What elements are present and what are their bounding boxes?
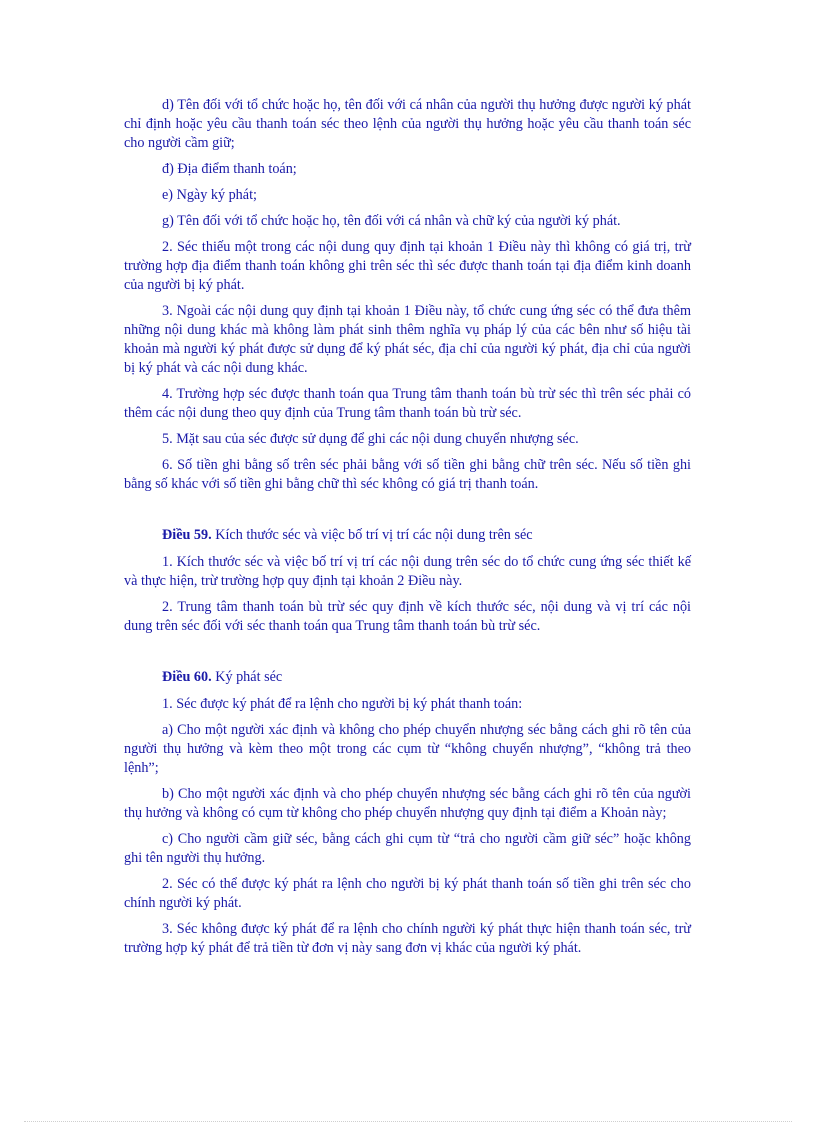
article-59-label: Điều 59. [162,527,212,543]
page-bottom-divider [24,1121,792,1122]
article-60-paragraph-a: a) Cho một người xác định và không cho phép chuyển nhượng séc bằng cách ghi rõ tên của người thụ hưởng và kèm theo một trong các cụm từ “không chuyển nhượng”, “không trả theo lệnh”; [124,722,691,776]
article-59-paragraph-1: 1. Kích thước séc và việc bố trí vị trí các nội dung trên séc do tổ chức cung ứng séc thiết kế và thực hiện, trừ trường hợp quy định tại khoản 2 Điều này. [124,554,691,589]
paragraph-5: 5. Mặt sau của séc được sử dụng để ghi các nội dung chuyển nhượng séc. [162,431,579,447]
article-60-label: Điều 60. [162,669,212,685]
paragraph-dd: đ) Địa điểm thanh toán; [162,161,297,177]
paragraph-2: 2. Séc thiếu một trong các nội dung quy định tại khoản 1 Điều này thì không có giá trị, trừ trường hợp địa điểm thanh toán không ghi trên séc thì séc được thanh toán tại địa điểm kinh doanh của người bị ký phát. [124,239,691,293]
article-59-heading [124,526,691,545]
paragraph-d: d) Tên đối với tổ chức hoặc họ, tên đối với cá nhân của người thụ hưởng được người ký phát chỉ định hoặc yêu cầu thanh toán séc theo lệnh của người thụ hưởng hoặc yêu cầu thanh toán séc cho người cầm giữ; [124,97,691,151]
article-60-title: Ký phát séc [215,669,283,685]
paragraph-e: e) Ngày ký phát; [162,187,257,203]
article-60-paragraph-3: 3. Séc không được ký phát để ra lệnh cho chính người ký phát thực hiện thanh toán séc, trừ trường hợp ký phát để trả tiền từ đơn vị này sang đơn vị khác của người ký phát. [124,921,691,956]
article-60-paragraph-c: c) Cho người cầm giữ séc, bằng cách ghi cụm từ “trả cho người cầm giữ séc” hoặc không ghi tên người thụ hưởng. [124,831,691,866]
article-60-heading [124,668,691,687]
article-59-title: Kích thước séc và việc bố trí vị trí các nội dung trên séc [215,527,533,543]
article-59-paragraph-2: 2. Trung tâm thanh toán bù trừ séc quy định về kích thước séc, nội dung và vị trí các nội dung trên séc đối với séc thanh toán qua Trung tâm thanh toán bù trừ séc. [124,599,691,634]
article-60-paragraph-1: 1. Séc được ký phát để ra lệnh cho người bị ký phát thanh toán: [162,696,523,712]
paragraph-g: g) Tên đối với tổ chức hoặc họ, tên đối với cá nhân và chữ ký của người ký phát. [162,213,621,229]
paragraph-3: 3. Ngoài các nội dung quy định tại khoản 1 Điều này, tổ chức cung ứng séc có thể đưa thêm những nội dung khác mà không làm phát sinh thêm nghĩa vụ pháp lý của các bên như số hiệu tài khoản mà người ký phát được sử dụng để ký phát séc, địa chỉ của người ký phát, địa chỉ của người bị ký phát và các nội dung khác. [124,303,691,376]
article-60-paragraph-b: b) Cho một người xác định và cho phép chuyển nhượng séc bằng cách ghi rõ tên của người thụ hưởng và không có cụm từ không cho phép chuyển nhượng quy định tại điểm a Khoản này; [124,786,691,821]
paragraph-6: 6. Số tiền ghi bằng số trên séc phải bằng với số tiền ghi bằng chữ trên séc. Nếu số tiền ghi bằng số khác với số tiền ghi bằng chữ thì séc không có giá trị thanh toán. [124,457,691,492]
document-page [124,96,691,965]
article-60-paragraph-2: 2. Séc có thể được ký phát ra lệnh cho người bị ký phát thanh toán số tiền ghi trên séc cho chính người ký phát. [124,876,691,911]
paragraph-4: 4. Trường hợp séc được thanh toán qua Trung tâm thanh toán bù trừ séc thì trên séc phải có thêm các nội dung theo quy định của Trung tâm thanh toán bù trừ séc. [124,386,691,421]
